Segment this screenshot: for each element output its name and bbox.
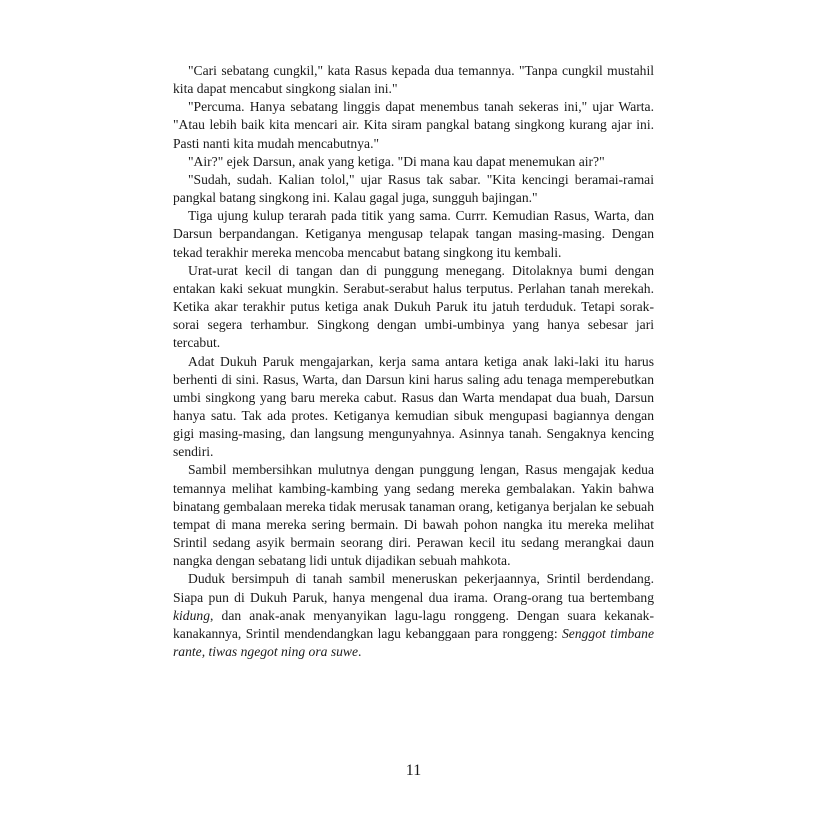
paragraph-9-italic-kidung: kidung xyxy=(173,607,210,623)
paragraph-6 xyxy=(173,262,654,353)
paragraph-2 xyxy=(173,98,654,152)
paragraph-9-text-c: . xyxy=(358,644,362,659)
paragraph-8-text: Sambil membersihkan mulutnya dengan punggung lengan, Rasus mengajak kedua temannya melihat kambing-kambing yang sedang mereka gembalakan. Yakin bahwa binatang gembalaan mereka tidak merusak tanaman orang, ketiganya berjalan ke sebuah tempat di mana mereka sering bermain. Di bawah pohon nangka itu mereka melihat Srintil sedang asyik bermain seorang diri. Perawan kecil itu sedang merangkai daun nangka dengan sebatang lidi untuk dijadikan sebuah mahkota. xyxy=(173,462,654,569)
paragraph-4 xyxy=(173,171,654,207)
paragraph-8 xyxy=(173,461,654,570)
paragraph-6-text: Urat-urat kecil di tangan dan di punggung menegang. Ditolaknya bumi dengan entakan kaki sekuat mungkin. Serabut-serabut halus terputus. Perlahan tanah merekah. Ketika akar terakhir putus ketiga anak Dukuh Paruk itu jatuh terduduk. Tetapi sorak-sorai segera terhambur. Singkong dengan umbi-umbinya yang hanya sebesar jari tercabut. xyxy=(173,262,654,351)
paragraph-3 xyxy=(173,153,654,171)
paragraph-9 xyxy=(173,570,654,661)
paragraph-9-text-a: Duduk bersimpuh di tanah sambil meneruskan pekerjaannya, Srintil berdendang. Siapa pun di Dukuh Paruk, hanya mengenal dua irama. Orang-orang tua bertembang xyxy=(173,571,654,605)
paragraph-1 xyxy=(173,62,654,98)
page-number: 11 xyxy=(405,762,422,779)
paragraph-1-text: "Cari sebatang cungkil," kata Rasus kepada dua temannya. "Tanpa cungkil mustahil kita dapat mencabut singkong sialan ini." xyxy=(173,63,654,97)
paragraph-2-text: "Percuma. Hanya sebatang linggis dapat menembus tanah sekeras ini," ujar Warta. "Atau lebih baik kita mencari air. Kita siram pangkal batang singkong kurang ajar ini. Pasti nanti kita mudah mencabutnya." xyxy=(173,99,654,151)
paragraph-5 xyxy=(173,207,654,261)
paragraph-3-text: "Air?" ejek Darsun, anak yang ketiga. "Di mana kau dapat menemukan air?" xyxy=(188,153,605,169)
body-text xyxy=(173,62,654,661)
paragraph-9-text-b: , dan anak-anak menyanyikan lagu-lagu ronggeng. Dengan suara kekanak-kanakannya, Srintil mendendangkan lagu kebanggaan para ronggeng: xyxy=(173,607,654,641)
paragraph-4-text: "Sudah, sudah. Kalian tolol," ujar Rasus tak sabar. "Kita kencingi beramai-ramai pangkal batang singkong ini. Kalau gagal juga, sungguh bajingan." xyxy=(173,171,654,206)
paragraph-9-italic-song: Senggot timbane rante, tiwas ngegot ning ora suwe xyxy=(173,625,654,659)
paragraph-5-text: Tiga ujung kulup terarah pada titik yang sama. Currr. Kemudian Rasus, Warta, dan Darsun berpandangan. Ketiganya mengusap telapak tangan masing-masing. Dengan tekad terakhir mereka mencoba mencabut batang singkong itu kembali. xyxy=(173,208,654,260)
paragraph-7 xyxy=(173,353,654,462)
paragraph-7-text: Adat Dukuh Paruk mengajarkan, kerja sama antara ketiga anak laki-laki itu harus berhenti di sini. Rasus, Warta, dan Darsun kini harus saling adu tenaga memperebutkan umbi singkong yang baru mereka cabut. Rasus dan Warta mendapat dua buah, Darsun hanya satu. Tak ada protes. Ketiganya kemudian sibuk mengupasi bagiannya dengan gigi masing-masing, dan langsung mengunyahnya. Asinnya tanah. Sengaknya kencing sendiri. xyxy=(173,353,654,460)
